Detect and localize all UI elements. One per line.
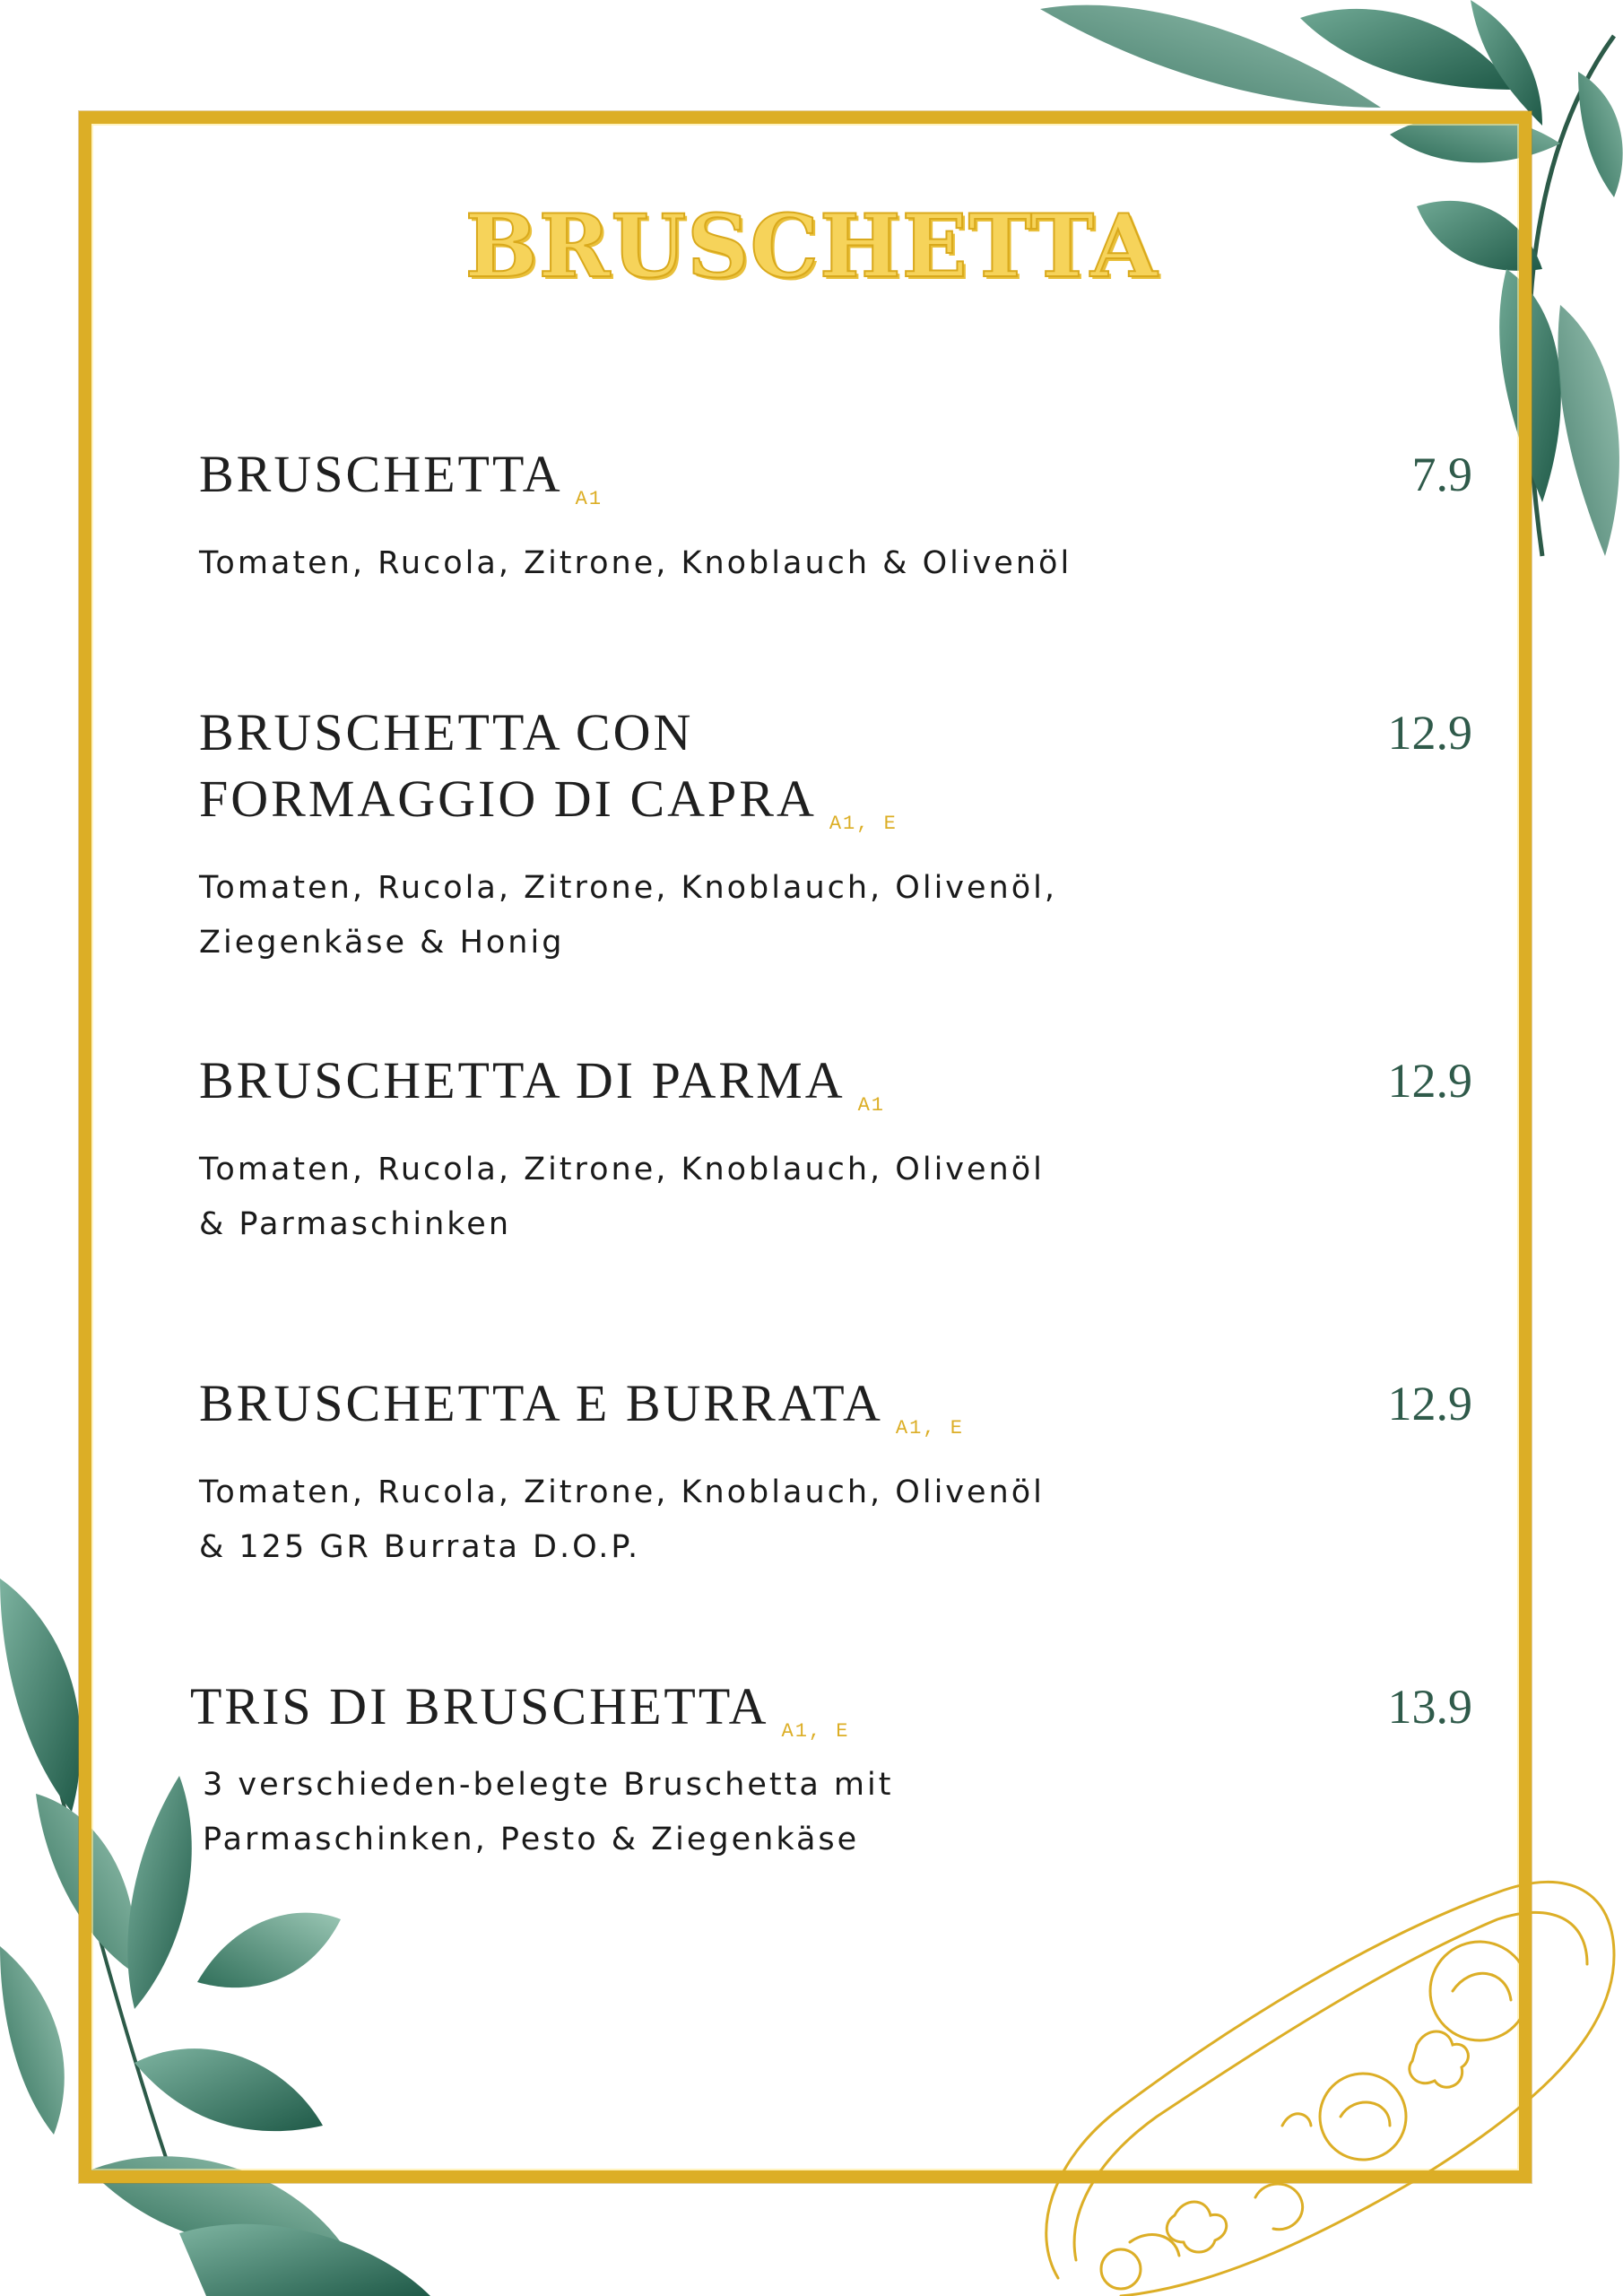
menu-item	[199, 1048, 1472, 1252]
item-allergens: A1, E	[829, 813, 898, 835]
item-name: BRUSCHETTA $_{A1}$	[199, 445, 603, 510]
item-allergens: A1	[857, 1094, 885, 1117]
item-name: BRUSCHETTA CON FORMAGGIO DI CAPRA $_{A1, E}$	[199, 703, 898, 835]
item-allergens: A1, E	[895, 1417, 964, 1439]
item-allergens: A1, E	[781, 1720, 850, 1743]
bruschetta-line-drawing-icon	[995, 1857, 1623, 2296]
item-price: 7.9	[1411, 448, 1472, 501]
menu-item	[199, 441, 1472, 591]
item-name: BRUSCHETTA DI PARMA $_{A1}$	[199, 1051, 885, 1117]
menu-item	[190, 1674, 1472, 1867]
item-description: Tomaten, Rucola, Zitrone, Knoblauch, Olivenöl & Parmaschinken	[199, 1152, 1045, 1242]
item-name: TRIS DI BRUSCHETTA $_{A1, E}$	[190, 1677, 850, 1743]
menu-item	[199, 700, 1472, 970]
item-price: 13.9	[1387, 1680, 1472, 1734]
item-description: Tomaten, Rucola, Zitrone, Knoblauch, Olivenöl & 125 GR Burrata D.O.P.	[199, 1474, 1045, 1565]
item-description: Tomaten, Rucola, Zitrone, Knoblauch & Olivenöl	[199, 545, 1072, 581]
item-description: 3 verschieden-belegte Bruschetta mit Parmaschinken, Pesto & Ziegenkäse	[203, 1767, 894, 1857]
item-allergens: A1	[575, 488, 603, 510]
item-price: 12.9	[1387, 1377, 1472, 1431]
item-price: 12.9	[1387, 706, 1472, 760]
item-description: Tomaten, Rucola, Zitrone, Knoblauch, Olivenöl, Ziegenkäse & Honig	[199, 870, 1057, 961]
item-price: 12.9	[1387, 1054, 1472, 1108]
page-title: BRUSCHETTA	[464, 196, 1159, 297]
item-name: BRUSCHETTA E BURRATA $_{A1, E}$	[199, 1374, 964, 1439]
menu-item	[199, 1370, 1472, 1575]
